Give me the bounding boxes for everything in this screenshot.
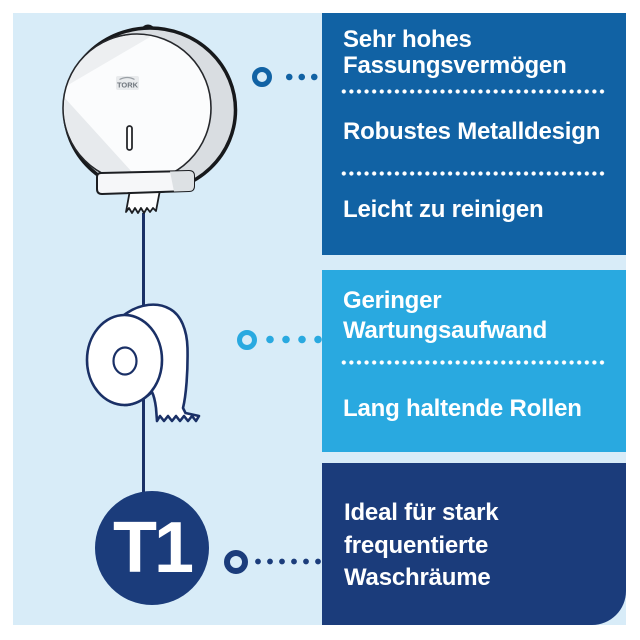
benefit-high-traffic-line2: frequentierte xyxy=(344,531,489,559)
tork-logo-text: TORK xyxy=(116,80,139,90)
benefit-high-traffic-line1: Ideal für stark xyxy=(344,499,499,526)
benefit-capacity-line2: Fassungsvermögen xyxy=(343,52,567,79)
dotted-separator xyxy=(340,360,606,365)
benefit-high-traffic-line3: Waschräume xyxy=(344,564,491,591)
connector-dots xyxy=(262,335,326,344)
connector-dots xyxy=(283,73,321,81)
benefit-maintenance xyxy=(343,286,547,346)
connector-ring-icon xyxy=(237,330,257,350)
dispenser-illustration xyxy=(63,25,236,214)
connector-ring-icon xyxy=(224,550,248,574)
connector-dots xyxy=(252,558,324,565)
dispenser-window-slot xyxy=(127,126,132,150)
dispenser-face xyxy=(63,34,211,182)
benefit-easy-clean: Leicht zu reinigen xyxy=(343,196,544,223)
benefit-metal-design: Robustes Metalldesign xyxy=(343,118,601,145)
system-badge-t1: T1 xyxy=(95,491,209,605)
dispenser-top-nub xyxy=(142,25,154,30)
dispenser-tray-shade xyxy=(170,171,194,192)
dotted-separator xyxy=(340,89,606,94)
benefit-capacity-line1: Sehr hohes xyxy=(343,26,472,53)
benefit-high-traffic xyxy=(344,497,498,595)
tork-logo xyxy=(116,76,139,90)
benefits-panel-middle xyxy=(322,270,626,452)
benefits-panel-bottom xyxy=(322,463,626,625)
benefit-long-lasting: Lang haltende Rollen xyxy=(343,395,582,422)
benefit-capacity xyxy=(343,27,567,79)
benefit-maintenance-line2: Wartungsaufwand xyxy=(343,317,548,344)
roll-core-hole xyxy=(114,348,137,375)
connector-ring-icon xyxy=(252,67,272,87)
benefits-panel-top xyxy=(322,13,626,255)
benefit-maintenance-line1: Geringer xyxy=(343,287,442,314)
dotted-separator xyxy=(340,171,606,176)
